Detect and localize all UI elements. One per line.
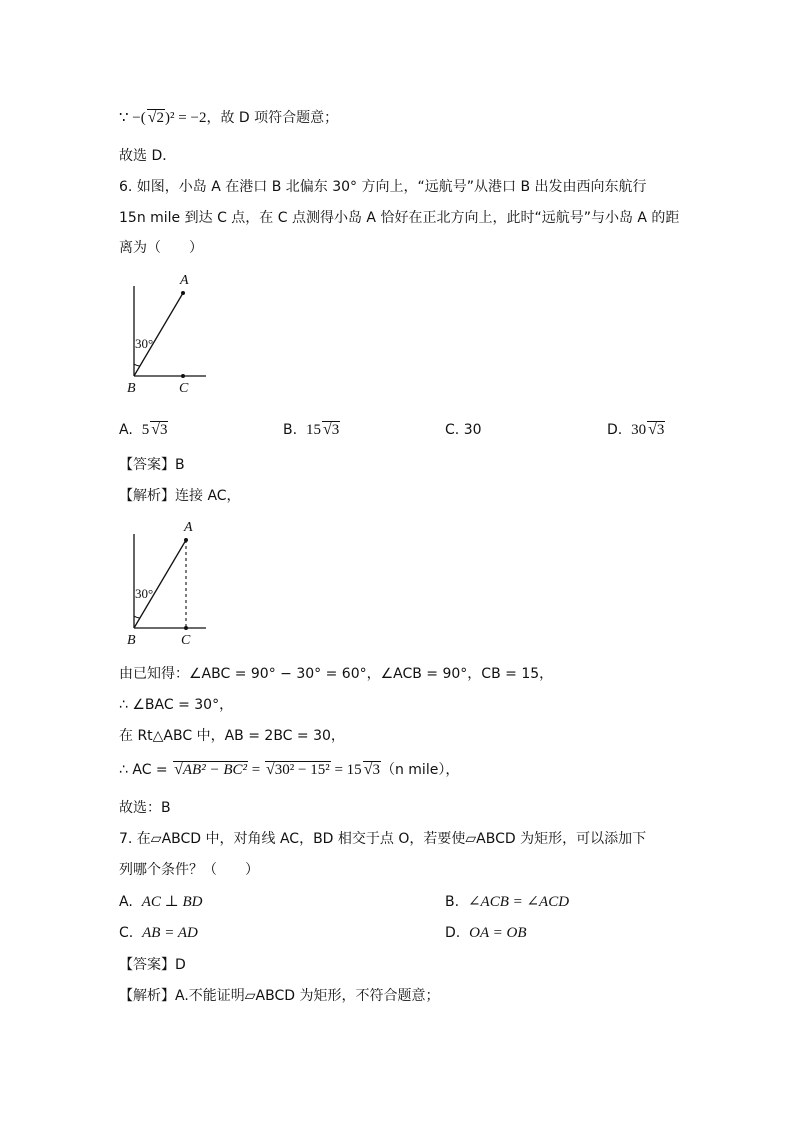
formula-prefix: ∵ −(: [119, 110, 146, 126]
q6-answer: 【答案】B: [119, 457, 185, 473]
proof-text: ，故 D 项符合题意；: [206, 110, 339, 126]
option-label: B.: [283, 422, 298, 438]
q6-step1: 由已知得：∠ABC = 90° − 30° = 60°，∠ACB = 90°，CB = 15，: [119, 666, 554, 682]
option-label: A.: [119, 894, 133, 910]
q7-option-b: [445, 892, 569, 912]
option-coef: 5: [141, 422, 150, 438]
label-b: B: [127, 633, 136, 648]
radicand: 3: [159, 422, 168, 438]
label-b: B: [127, 381, 136, 396]
q6-step2: ∴ ∠BAC = 30°，: [119, 697, 234, 713]
point-c: [184, 626, 188, 630]
q7-option-c: [119, 923, 198, 943]
choice-line: 故选 D．: [119, 148, 177, 164]
radicand: 3: [331, 422, 340, 438]
analysis-head: 【解析】: [119, 488, 175, 504]
q6-analysis: [119, 486, 241, 506]
q6-stem-line1: 6. 如图，小岛 A 在港口 B 北偏东 30° 方向上，“远航号”从港口 B 出发由西向东航行: [119, 179, 647, 195]
q6-option-c: [445, 420, 482, 440]
label-c: C: [179, 381, 189, 396]
option-text: AC ⊥ BD: [141, 894, 203, 910]
proof-line: [119, 108, 338, 128]
q6-solution-figure: [118, 518, 218, 648]
option-label: C.: [119, 925, 134, 941]
q7-analysis: [119, 986, 440, 1006]
sqrt-2: √2: [147, 109, 165, 126]
option-label: A.: [119, 422, 133, 438]
option-coef: 30: [631, 422, 647, 438]
label-a: A: [184, 520, 193, 535]
option-text: AB = AD: [142, 925, 198, 941]
step-lhs: ∴ AC =: [119, 762, 173, 778]
sqrt-ab-bc: √AB² − BC²: [174, 761, 247, 778]
point-c: [181, 374, 185, 378]
q6-conclusion: 故选：B: [119, 800, 171, 816]
q6-step3: 在 Rt△ABC 中，AB = 2BC = 30，: [119, 728, 345, 744]
angle-arc: [134, 364, 140, 366]
q7-stem-line2: 列哪个条件？（ ）: [119, 862, 259, 878]
sqrt: √3: [322, 421, 340, 438]
q6-option-a: [119, 420, 168, 440]
option-text: OA = OB: [469, 925, 527, 941]
radicand: 3: [372, 762, 380, 778]
sqrt-3: √3: [363, 761, 380, 778]
q6-option-d: [607, 420, 665, 440]
analysis-head: 【解析】: [119, 988, 175, 1004]
angle-label: 30°: [135, 336, 154, 351]
q6-stem-line2: 15n mile 到达 C 点，在 C 点测得小岛 A 恰好在正北方向上，此时“远航号”与小岛 A 的距: [119, 210, 680, 226]
eq2: = 15: [330, 762, 362, 778]
option-label: C.: [445, 422, 460, 438]
radicand: 30² − 15²: [274, 762, 330, 778]
radicand: AB² − BC²: [182, 762, 247, 778]
q6-figure: [118, 268, 218, 398]
sqrt: √3: [151, 421, 168, 438]
line-ba: [134, 293, 183, 376]
option-label: D.: [445, 925, 461, 941]
label-a: A: [180, 273, 189, 288]
eq: =: [248, 762, 264, 778]
q6-stem-line3: 离为（ ）: [119, 240, 203, 256]
option-text: ∠ACB = ∠ACD: [467, 894, 570, 910]
q7-option-d: [445, 923, 526, 943]
option-value: 30: [463, 422, 482, 438]
radicand: 3: [656, 422, 665, 438]
q7-stem-line1: 7. 在▱ABCD 中，对角线 AC，BD 相交于点 O，若要使▱ABCD 为矩形，可以添加下: [119, 831, 647, 847]
q6-option-b: [283, 420, 340, 440]
analysis-text: A.不能证明▱ABCD 为矩形，不符合题意；: [175, 988, 440, 1004]
line-ba: [134, 540, 186, 628]
option-coef: 15: [305, 422, 321, 438]
q6-step4: [119, 760, 459, 780]
option-label: D.: [607, 422, 623, 438]
formula-suffix: )² = −2: [165, 110, 207, 126]
point-a: [184, 538, 188, 542]
q7-answer: 【答案】D: [119, 957, 186, 973]
sqrt: √3: [648, 421, 665, 438]
radicand: 2: [156, 110, 165, 126]
q7-option-a: [119, 892, 202, 912]
point-a: [181, 291, 185, 295]
option-label: B.: [445, 894, 460, 910]
label-c: C: [181, 633, 191, 648]
analysis-text: 连接 AC，: [175, 488, 241, 504]
angle-arc: [134, 616, 140, 618]
sqrt-30-15: √30² − 15²: [265, 761, 330, 778]
unit: （n mile），: [380, 762, 460, 778]
angle-label: 30°: [135, 586, 154, 601]
